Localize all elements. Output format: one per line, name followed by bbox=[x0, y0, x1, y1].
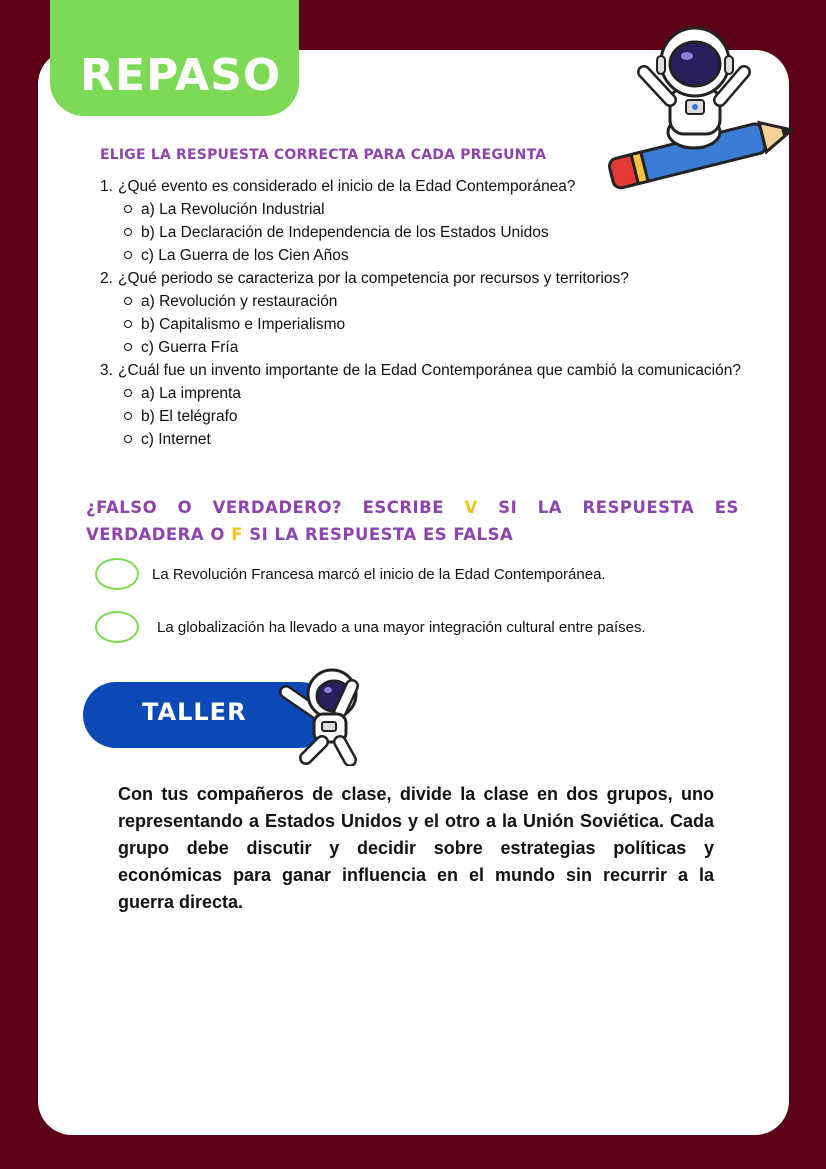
question-3 bbox=[100, 362, 741, 380]
option-label: b) La Declaración de Independencia de los Estados Unidos bbox=[141, 224, 549, 241]
question-number: 3. bbox=[100, 362, 113, 379]
radio-bullet-icon bbox=[124, 205, 132, 213]
option-label: b) Capitalismo e Imperialismo bbox=[141, 316, 346, 333]
statement-1: La Revolución Francesa marcó el inicio de la Edad Contemporánea. bbox=[152, 566, 606, 583]
title-word: O bbox=[177, 498, 193, 517]
option-item[interactable] bbox=[124, 316, 345, 334]
option-item[interactable] bbox=[124, 385, 241, 403]
radio-bullet-icon bbox=[124, 228, 132, 236]
option-item[interactable] bbox=[124, 408, 238, 426]
answer-oval-2[interactable] bbox=[95, 611, 139, 643]
option-label: c) Guerra Fría bbox=[141, 339, 239, 356]
option-item[interactable] bbox=[124, 293, 337, 311]
radio-bullet-icon bbox=[124, 343, 132, 351]
page-title: REPASO bbox=[80, 50, 282, 101]
radio-bullet-icon bbox=[124, 412, 132, 420]
title-word: RESPUESTA bbox=[582, 498, 695, 517]
true-false-instruction bbox=[86, 494, 739, 548]
astronaut-on-pencil-icon bbox=[604, 20, 794, 190]
statement-2: La globalización ha llevado a una mayor integración cultural entre países. bbox=[157, 619, 646, 636]
astronaut-dab-icon bbox=[270, 662, 370, 766]
option-label: a) Revolución y restauración bbox=[141, 293, 338, 310]
title-word: VERDADERO? bbox=[212, 498, 343, 517]
option-label: c) La Guerra de los Cien Años bbox=[141, 247, 349, 264]
option-item[interactable] bbox=[124, 201, 325, 219]
radio-bullet-icon bbox=[124, 251, 132, 259]
title-line2-a: VERDADERA O bbox=[86, 525, 225, 544]
question-number: 1. bbox=[100, 178, 113, 195]
option-label: a) La imprenta bbox=[141, 385, 241, 402]
radio-bullet-icon bbox=[124, 320, 132, 328]
option-item[interactable] bbox=[124, 224, 549, 242]
taller-label: TALLER bbox=[142, 698, 247, 726]
title-word: ES bbox=[714, 498, 739, 517]
option-label: b) El telégrafo bbox=[141, 408, 238, 425]
question-text: ¿Cuál fue un invento importante de la Edad Contemporánea que cambió la comunicación? bbox=[118, 362, 741, 379]
answer-oval-1[interactable] bbox=[95, 558, 139, 590]
option-item[interactable] bbox=[124, 247, 349, 265]
question-text: ¿Qué evento es considerado el inicio de la Edad Contemporánea? bbox=[118, 178, 576, 195]
question-2 bbox=[100, 270, 629, 288]
title-word: ESCRIBE bbox=[362, 498, 445, 517]
question-text: ¿Qué periodo se caracteriza por la competencia por recursos y territorios? bbox=[118, 270, 629, 287]
taller-paragraph: Con tus compañeros de clase, divide la clase en dos grupos, uno representando a Estados Unidos y el otro a la Unión Soviética. Cada grupo debe discutir y decidir sobre estrategias políticas y económicas para ganar influencia en el mundo sin recurrir a la guerra directa. bbox=[118, 784, 714, 912]
option-label: a) La Revolución Industrial bbox=[141, 201, 325, 218]
radio-bullet-icon bbox=[124, 435, 132, 443]
title-word-v: V bbox=[464, 498, 478, 517]
option-item[interactable] bbox=[124, 339, 238, 357]
radio-bullet-icon bbox=[124, 297, 132, 305]
title-line2-b: SI LA RESPUESTA ES FALSA bbox=[249, 525, 514, 544]
title-word: ¿FALSO bbox=[86, 498, 158, 517]
question-1 bbox=[100, 178, 576, 196]
section1-instruction: ELIGE LA RESPUESTA CORRECTA PARA CADA PREGUNTA bbox=[100, 147, 547, 163]
option-label: c) Internet bbox=[141, 431, 211, 448]
title-word: LA bbox=[537, 498, 563, 517]
question-number: 2. bbox=[100, 270, 113, 287]
title-word-f: F bbox=[231, 525, 243, 544]
option-item[interactable] bbox=[124, 431, 211, 449]
radio-bullet-icon bbox=[124, 389, 132, 397]
title-word: SI bbox=[498, 498, 518, 517]
